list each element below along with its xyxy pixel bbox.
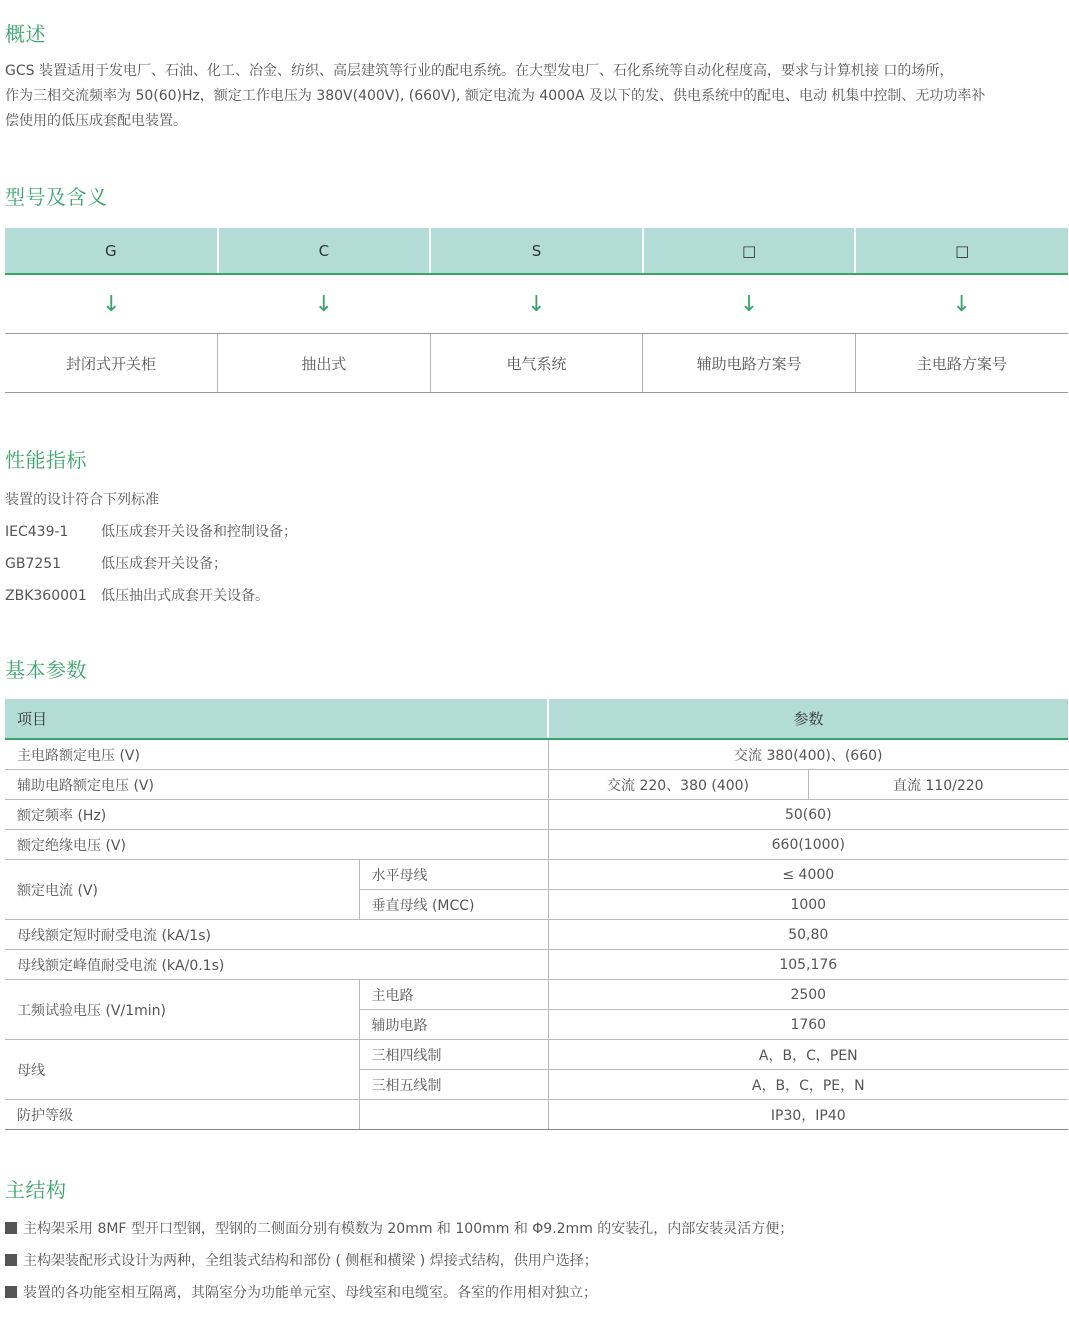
model-meaning: 封闭式开关柜 xyxy=(5,334,218,393)
model-letter: □ xyxy=(855,228,1068,274)
square-bullet-icon xyxy=(5,1222,17,1234)
model-letter: G xyxy=(5,228,218,274)
row-label: 额定绝缘电压 (V) xyxy=(5,830,548,860)
arrow-down-icon: ↓ xyxy=(855,274,1068,334)
overview-line: GCS 装置适用于发电厂、石油、化工、冶金、纺织、高层建筑等行业的配电系统。在大型发电厂、石化系统等自动化程度高，要求与计算机接 口的场所， xyxy=(5,63,954,79)
row-value: ≤ 4000 xyxy=(548,860,1068,890)
row-label: 工频试验电压 (V/1min) xyxy=(5,980,359,1040)
overview-line: 偿使用的低压成套配电装置。 xyxy=(5,113,187,129)
overview-title: 概述 xyxy=(5,22,46,46)
structure-title: 主结构 xyxy=(5,1178,67,1202)
model-meaning: 主电路方案号 xyxy=(855,334,1068,393)
table-row xyxy=(5,739,1068,770)
row-sublabel: 垂直母线 (MCC) xyxy=(359,890,548,920)
row-value-ac: 交流 220、380 (400) xyxy=(548,770,808,800)
arrow-down-icon: ↓ xyxy=(218,274,431,334)
structure-item-text: 装置的各功能室相互隔离，其隔室分为功能单元室、母线室和电缆室。各室的作用相对独立； xyxy=(23,1285,597,1301)
row-label: 额定频率 (Hz) xyxy=(5,800,548,830)
structure-item xyxy=(5,1283,597,1303)
arrow-down-icon: ↓ xyxy=(643,274,856,334)
params-title: 基本参数 xyxy=(5,658,87,682)
row-label: 辅助电路额定电压 (V) xyxy=(5,770,548,800)
table-row xyxy=(5,950,1068,980)
standard-code: IEC439-1 xyxy=(5,524,69,540)
model-table xyxy=(5,228,1068,393)
row-value-dc: 直流 110/220 xyxy=(808,770,1068,800)
header-param: 参数 xyxy=(548,699,1068,739)
model-arrows-row xyxy=(5,274,1068,334)
table-row xyxy=(5,770,1068,800)
model-letter: C xyxy=(218,228,431,274)
row-sublabel: 三相四线制 xyxy=(359,1040,548,1070)
standard-desc: 低压成套开关设备； xyxy=(101,556,227,572)
standard-row xyxy=(5,521,297,541)
table-row xyxy=(5,860,1068,890)
row-sublabel: 辅助电路 xyxy=(359,1010,548,1040)
table-row xyxy=(5,1040,1068,1070)
model-letter: □ xyxy=(643,228,856,274)
row-label: 母线额定峰值耐受电流 (kA/0.1s) xyxy=(5,950,548,980)
row-sublabel xyxy=(359,1100,548,1130)
table-row xyxy=(5,800,1068,830)
structure-item xyxy=(5,1251,598,1271)
standard-code: ZBK360001 xyxy=(5,588,87,604)
performance-intro: 装置的设计符合下列标准 xyxy=(5,492,159,508)
row-value: 50,80 xyxy=(548,920,1068,950)
table-row xyxy=(5,920,1068,950)
row-label: 母线额定短时耐受电流 (kA/1s) xyxy=(5,920,548,950)
structure-item xyxy=(5,1219,793,1239)
model-letters-row xyxy=(5,228,1068,274)
row-sublabel: 主电路 xyxy=(359,980,548,1010)
table-row xyxy=(5,1100,1068,1130)
row-sublabel: 三相五线制 xyxy=(359,1070,548,1100)
overview-text xyxy=(5,59,1065,134)
row-value: 50(60) xyxy=(548,800,1068,830)
model-title: 型号及含义 xyxy=(5,185,108,209)
row-value: 1760 xyxy=(548,1010,1068,1040)
row-value: 交流 380(400)、(660) xyxy=(548,739,1068,770)
params-header-row xyxy=(5,699,1068,739)
square-bullet-icon xyxy=(5,1254,17,1266)
structure-item-text: 主构架装配形式设计为两种，全组装式结构和部份 ( 侧框和横梁 ) 焊接式结构，供用户选择； xyxy=(23,1253,598,1269)
row-value: 105,176 xyxy=(548,950,1068,980)
square-bullet-icon xyxy=(5,1286,17,1298)
model-meaning: 电气系统 xyxy=(430,334,643,393)
row-label: 主电路额定电压 (V) xyxy=(5,739,548,770)
arrow-down-icon: ↓ xyxy=(430,274,643,334)
model-letter: S xyxy=(430,228,643,274)
standard-desc: 低压抽出式成套开关设备。 xyxy=(101,588,269,604)
row-value: 660(1000) xyxy=(548,830,1068,860)
params-table xyxy=(5,699,1068,1130)
row-label: 额定电流 (V) xyxy=(5,860,359,920)
model-meanings-row xyxy=(5,334,1068,393)
header-item: 项目 xyxy=(5,699,548,739)
row-value: 1000 xyxy=(548,890,1068,920)
arrow-down-icon: ↓ xyxy=(5,274,218,334)
standard-code: GB7251 xyxy=(5,556,62,572)
model-meaning: 辅助电路方案号 xyxy=(643,334,856,393)
model-meaning: 抽出式 xyxy=(218,334,431,393)
row-value: IP30，IP40 xyxy=(548,1100,1068,1130)
standard-row xyxy=(5,553,227,573)
row-sublabel: 水平母线 xyxy=(359,860,548,890)
row-value: A，B，C，PE，N xyxy=(548,1070,1068,1100)
row-value: A，B，C，PEN xyxy=(548,1040,1068,1070)
standard-row xyxy=(5,585,269,605)
row-label: 母线 xyxy=(5,1040,359,1100)
row-value: 2500 xyxy=(548,980,1068,1010)
structure-item-text: 主构架采用 8MF 型开口型钢，型钢的二侧面分别有模数为 20mm 和 100mm 和 Φ9.2mm 的安装孔，内部安装灵活方便； xyxy=(23,1221,794,1237)
row-label: 防护等级 xyxy=(5,1100,359,1130)
standard-desc: 低压成套开关设备和控制设备； xyxy=(101,524,297,540)
overview-line: 作为三相交流频率为 50(60)Hz，额定工作电压为 380V(400V), (660V), 额定电流为 4000A 及以下的发、供电系统中的配电、电动 机集中控制、无功功率补 xyxy=(5,88,986,104)
performance-title: 性能指标 xyxy=(5,448,87,472)
table-row xyxy=(5,830,1068,860)
table-row xyxy=(5,980,1068,1010)
